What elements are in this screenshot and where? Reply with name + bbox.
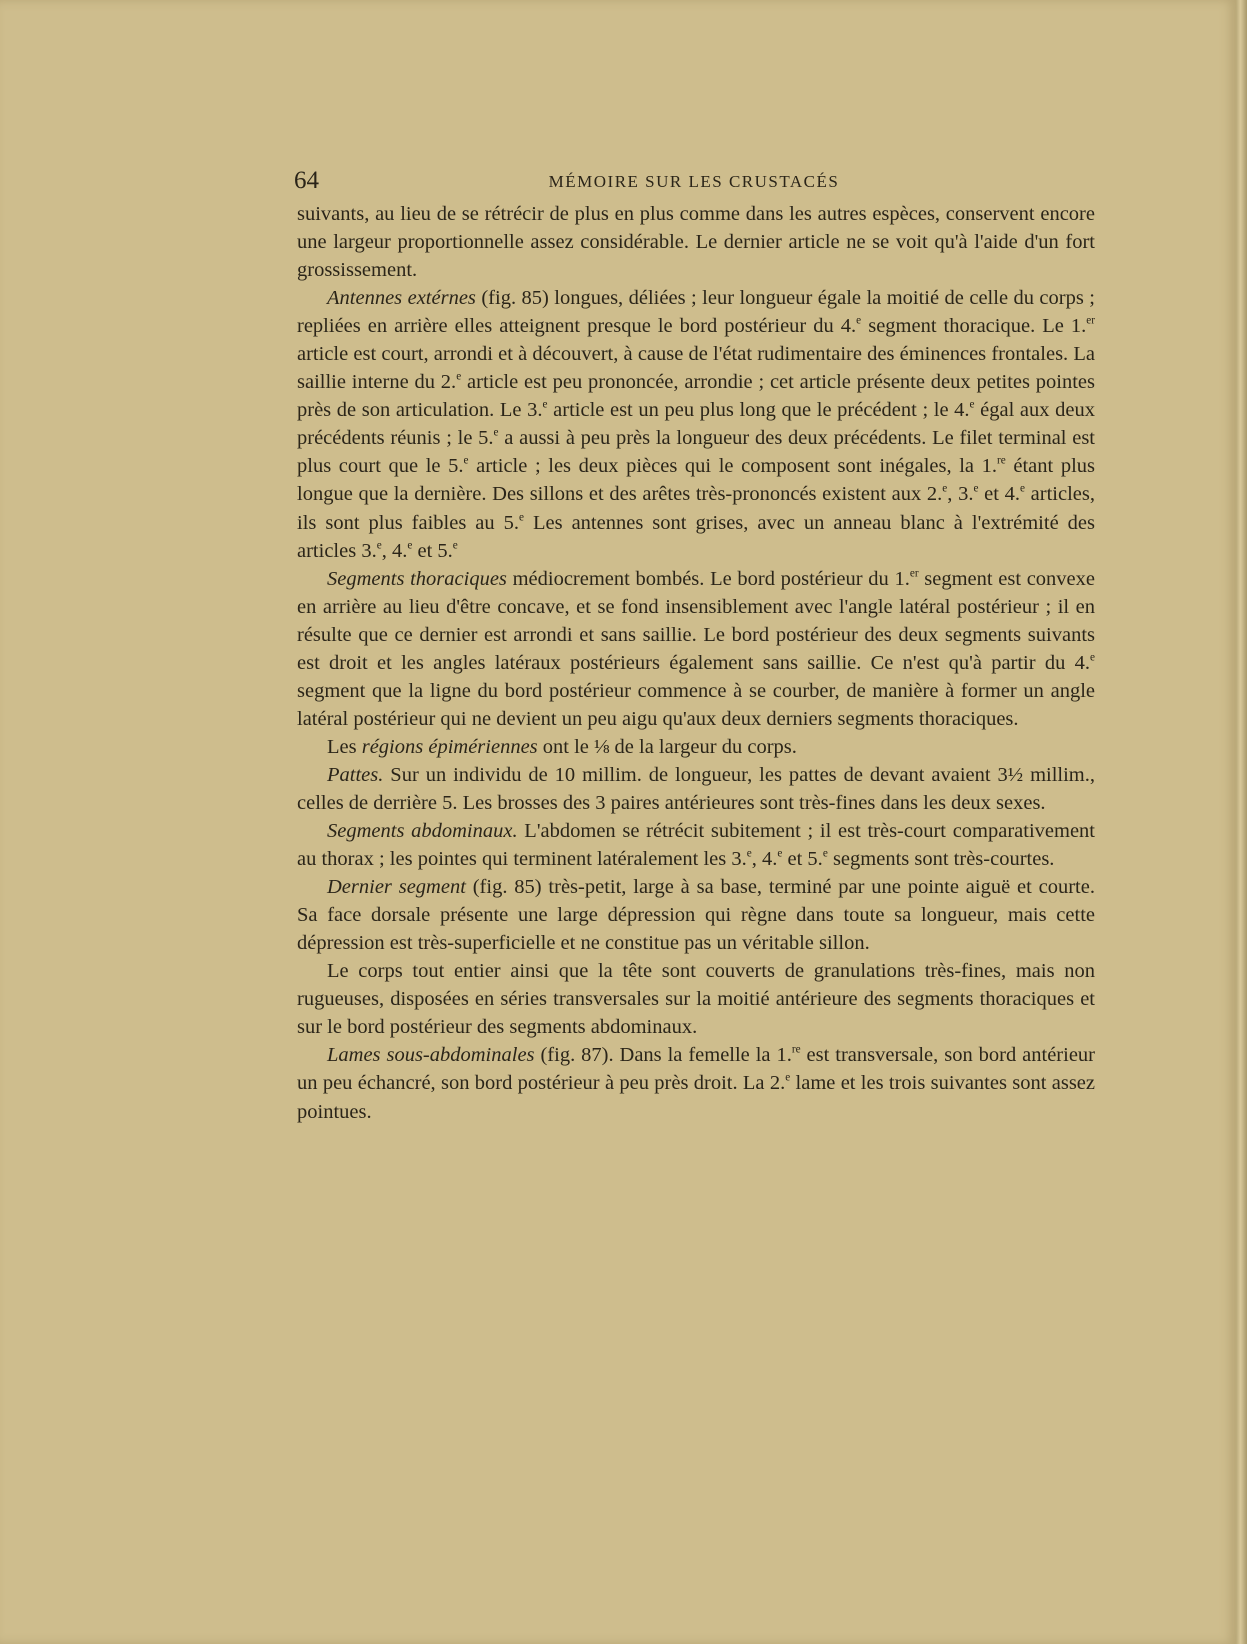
text-run: article ; les deux pièces qui le composent sont inégales, la 1. <box>468 455 997 478</box>
text-run: article est peu prononcée, arrondie ; cet article présente deux petites pointes près de son articulation. Le 3. <box>297 371 1095 422</box>
text-run: articles, ils sont plus faibles au 5. <box>297 483 1095 534</box>
ordinal-suffix: e <box>463 454 469 467</box>
ordinal-suffix: e <box>456 370 462 383</box>
text-run: suivants, au lieu de se rétrécir de plus en plus comme dans les autres espèces, conservent encore une largeur proportionnelle assez considérable. Le dernier article ne se voit qu'à l'aide d'un fort grossissement. <box>297 203 1095 282</box>
italic-term: Pattes. <box>327 763 384 786</box>
paragraph <box>297 761 1095 817</box>
italic-term: Segments thoraciques <box>327 567 507 590</box>
text-run: segment est convexe en arrière au lieu d'être concave, et se fond insensiblement avec l'angle latéral postérieur ; il en résulte que ce dernier est arrondi et sans saillie. Le bord postérieur des deux segments suivants est droit et les angles latéraux postérieurs également sans saillie. Ce n'est qu'à partir du 4. <box>297 567 1095 674</box>
ordinal-suffix: e <box>973 483 979 496</box>
paragraph <box>297 957 1095 1041</box>
text-run: et 5. <box>782 848 823 871</box>
ordinal-suffix: e <box>856 314 862 327</box>
italic-term: Antennes extérnes <box>327 287 476 310</box>
ordinal-suffix: e <box>785 1072 791 1084</box>
italic-term: Lames sous-abdominales <box>327 1044 535 1067</box>
paragraph <box>297 817 1095 873</box>
text-run: segment thoracique. Le 1. <box>861 315 1087 338</box>
running-title: MÉMOIRE SUR LES CRUSTACÉS <box>548 172 840 191</box>
page-header <box>294 166 1094 196</box>
text-run: , 4. <box>381 539 408 562</box>
ordinal-suffix: re <box>791 1043 801 1056</box>
page-number: 64 <box>294 167 319 194</box>
body-text <box>297 200 1095 1126</box>
ordinal-suffix: e <box>777 847 783 860</box>
ordinal-suffix: e <box>1089 651 1095 664</box>
text-run: (fig. 85) très-petit, large à sa base, terminé par une pointe aiguë et courte. Sa face dorsale présente une large dépression qui règne dans toute sa longueur, mais cette dépression est très-superficielle et ne constitue pas un véritable sillon. <box>297 876 1095 955</box>
paragraph <box>297 733 1095 761</box>
paragraph <box>297 200 1095 284</box>
italic-term: Dernier segment <box>327 876 466 899</box>
text-run: (fig. 87). Dans la femelle la 1. <box>534 1044 792 1067</box>
ordinal-suffix: e <box>493 426 499 439</box>
text-run: segment que la ligne du bord postérieur commence à se courber, de manière à former un angle latéral postérieur qui ne devient un peu aigu qu'aux deux derniers segments thoraciques. <box>297 679 1095 730</box>
paragraph <box>297 1041 1095 1125</box>
text-run: et 4. <box>978 483 1020 506</box>
text-run: article est court, arrondi et à découvert, à cause de l'état rudimentaire des éminences frontales. La saillie interne du 2. <box>297 343 1095 394</box>
text-run: Les <box>327 735 362 758</box>
ordinal-suffix: e <box>452 539 458 552</box>
ordinal-suffix: er <box>1086 314 1095 327</box>
text-run: , 4. <box>751 848 778 871</box>
paragraph <box>297 284 1095 564</box>
ordinal-suffix: e <box>376 539 382 552</box>
page-edge <box>1236 0 1247 1644</box>
italic-term: Segments abdominaux. <box>327 820 518 843</box>
text-run: égal aux deux précédents réunis ; le 5. <box>297 399 1095 450</box>
text-run: Sur un individu de 10 millim. de longueur, les pattes de devant avaient 3½ millim., celles de derrière 5. Les brosses des 3 paires antérieures sont très-fines dans les deux sexes. <box>297 763 1095 814</box>
text-run: étant plus longue que la dernière. Des sillons et des arêtes très-prononcés existent aux 2. <box>297 455 1095 506</box>
text-run: Le corps tout entier ainsi que la tête sont couverts de granulations très-fines, mais non rugueuses, disposées en séries transversales sur la moitié antérieure des segments thoraciques et sur le bord postérieur des segments abdominaux. <box>297 960 1095 1039</box>
ordinal-suffix: e <box>822 847 828 860</box>
text-run: L'abdomen se rétrécit subitement ; il est très-court comparativement au thorax ; les pointes qui terminent latéralement les 3. <box>297 820 1096 871</box>
text-run: , 3. <box>947 483 974 506</box>
ordinal-suffix: er <box>909 567 919 580</box>
text-run: ont le ⅛ de la largeur du corps. <box>537 735 797 758</box>
ordinal-suffix: e <box>746 847 752 860</box>
paragraph <box>297 873 1095 957</box>
ordinal-suffix: e <box>969 398 975 411</box>
text-run: médiocrement bombés. Le bord postérieur du 1. <box>506 567 910 590</box>
text-run: (fig. 85) longues, déliées ; leur longueur égale la moitié de celle du corps ; repliées en arrière elles atteignent presque le bord postérieur du 4. <box>297 287 1095 338</box>
ordinal-suffix: e <box>942 483 948 496</box>
ordinal-suffix: e <box>542 398 548 411</box>
ordinal-suffix: re <box>997 454 1006 467</box>
text-run: article est un peu plus long que le précédent ; le 4. <box>547 399 970 422</box>
text-run: et 5. <box>412 539 453 562</box>
ordinal-suffix: e <box>407 539 413 552</box>
paragraph <box>297 565 1095 733</box>
ordinal-suffix: e <box>519 511 525 524</box>
italic-term: régions épimériennes <box>361 735 538 758</box>
ordinal-suffix: e <box>1019 483 1025 496</box>
text-run: est transversale, son bord antérieur un peu échancré, son bord postérieur à peu près droit. La 2. <box>297 1044 1095 1095</box>
text-run: lame et les trois suivantes sont assez pointues. <box>297 1072 1095 1123</box>
text-run: a aussi à peu près la longueur des deux précédents. Le filet terminal est plus court que le 5. <box>297 427 1096 478</box>
text-run: Les antennes sont grises, avec un anneau blanc à l'extrémité des articles 3. <box>297 511 1095 562</box>
text-run: segments sont très-courtes. <box>827 848 1055 871</box>
